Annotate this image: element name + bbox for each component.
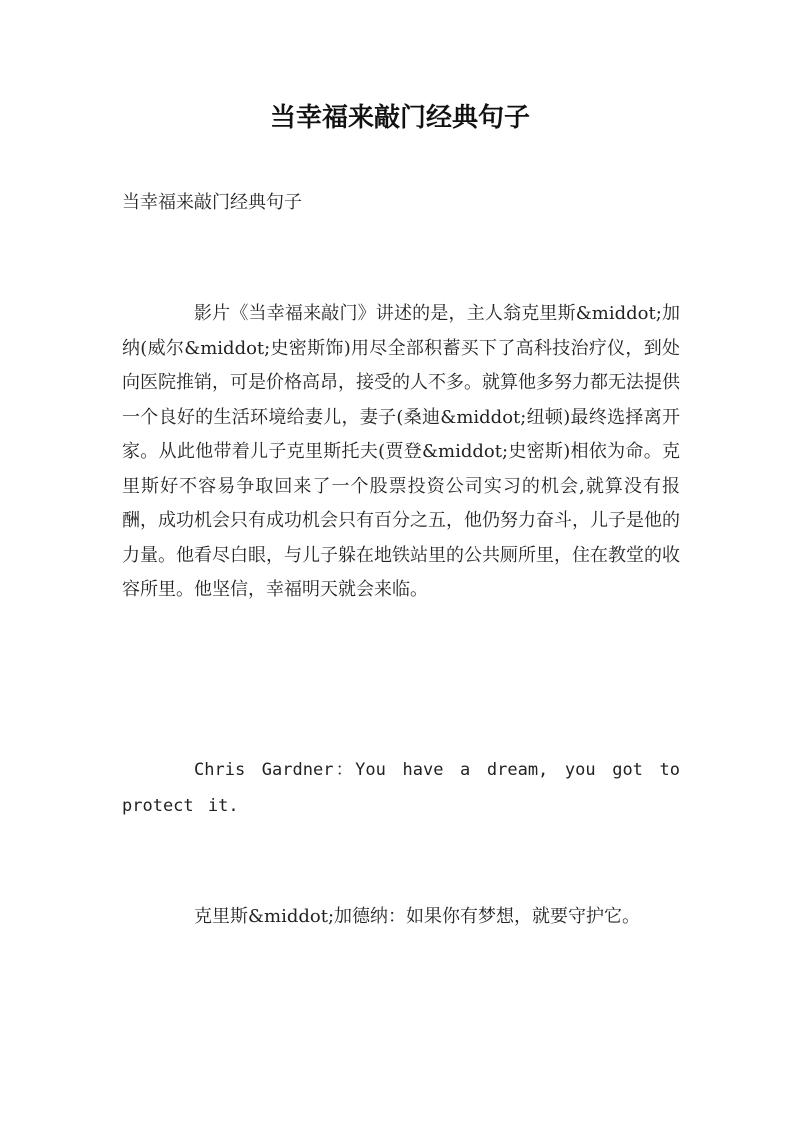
english-quote-paragraph: Chris Gardner：You have a dream, you got to protect it. [122,760,680,816]
document-subtitle: 当幸福来敲门经典句子 [122,192,302,213]
document-title: 当幸福来敲门经典句子 [269,103,530,133]
synopsis-paragraph: 影片《当幸福来敲门》讲述的是，主人翁克里斯&middot;加纳(威尔&middot;史密斯饰)用尽全部积蓄买下了高科技治疗仪，到处向医院推销，可是价格高昂，接受的人不多。就算他多努力都无法提供一个良好的生活环境给妻儿，妻子(桑迪&middot;纽顿)最终选择离开家。从此他带着儿子克里斯托夫(贾登&middot;史密斯)相依为命。克里斯好不容易争取回来了一个股票投资公司实习的机会,就算没有报酬，成功机会只有成功机会只有百分之五，他仍努力奋斗，儿子是他的力量。他看尽白眼，与儿子躲在地铁站里的公共厕所里，住在教堂的收容所里。他坚信，幸福明天就会来临。 [122,303,680,600]
chinese-quote-paragraph: 克里斯&middot;加德纳：如果你有梦想，就要守护它。 [194,906,641,927]
